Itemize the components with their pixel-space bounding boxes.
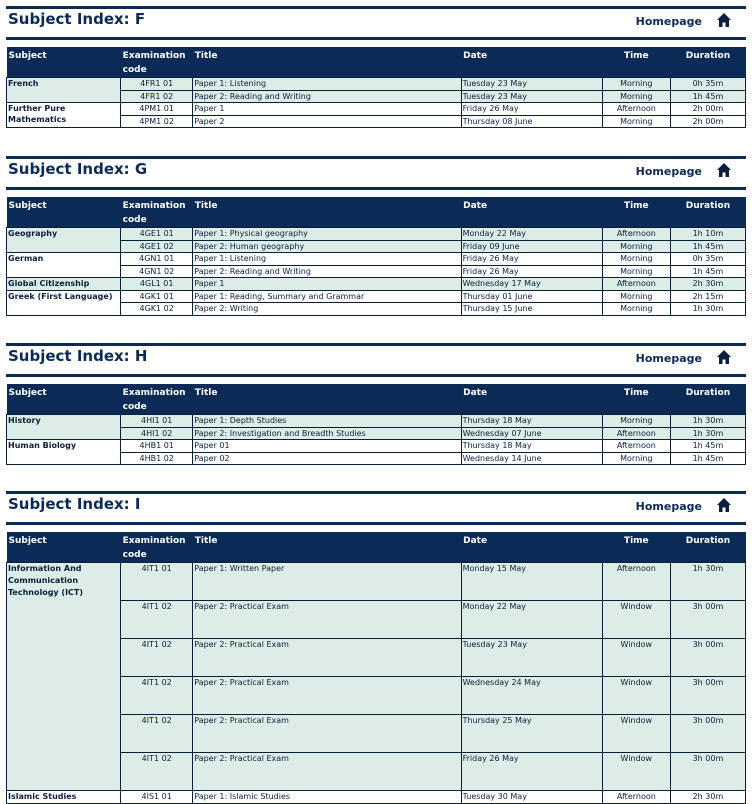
time-cell: Afternoon [602, 103, 670, 116]
duration-cell: 1h 45m [670, 90, 745, 103]
title-cell: Paper 2: Reading and Writing [193, 90, 461, 103]
section-title: Subject Index: I [8, 495, 141, 513]
duration-cell: 1h 30m [670, 415, 745, 428]
date-cell: Wednesday 07 June [461, 427, 602, 440]
title-cell: Paper 2: Reading and Writing [193, 265, 461, 278]
title-cell: Paper 2: Practical Exam [193, 715, 461, 753]
date-cell: Tuesday 23 May [461, 90, 602, 103]
code-cell: 4PM1 02 [121, 115, 193, 128]
col-duration: Duration [670, 384, 745, 415]
title-cell: Paper 2: Human geography [193, 240, 461, 253]
duration-cell: 0h 35m [670, 253, 745, 266]
code-cell: 4HB1 01 [121, 440, 193, 453]
table-row [7, 278, 746, 291]
date-cell: Thursday 15 June [461, 303, 602, 316]
date-cell: Thursday 18 May [461, 415, 602, 428]
section-g [6, 156, 746, 316]
date-cell: Thursday 01 June [461, 290, 602, 303]
section-header [6, 343, 746, 377]
title-cell: Paper 1 [193, 278, 461, 291]
time-cell: Morning [602, 303, 670, 316]
col-time: Time [602, 384, 670, 415]
duration-cell: 3h 00m [670, 753, 745, 791]
time-cell: Morning [602, 265, 670, 278]
section-title: Subject Index: G [8, 160, 148, 178]
time-cell: Morning [602, 290, 670, 303]
duration-cell: 2h 00m [670, 115, 745, 128]
homepage-link[interactable]: Homepage [635, 165, 702, 178]
duration-cell: 1h 30m [670, 563, 745, 601]
code-cell: 4GK1 01 [121, 290, 193, 303]
title-cell: Paper 2: Investigation and Breadth Studies [193, 427, 461, 440]
col-subject: Subject [7, 384, 121, 415]
time-cell: Afternoon [602, 791, 670, 804]
subject-cell: German [7, 253, 121, 278]
time-cell: Afternoon [602, 563, 670, 601]
time-cell: Window [602, 601, 670, 639]
time-cell: Morning [602, 240, 670, 253]
homepage-link[interactable]: Homepage [635, 352, 702, 365]
col-code-line1: Examination [122, 388, 186, 398]
subject-cell: Global Citizenship [7, 278, 121, 291]
time-cell: Afternoon [602, 228, 670, 241]
col-time: Time [602, 47, 670, 78]
code-cell: 4GK1 02 [121, 303, 193, 316]
code-cell: 4HI1 01 [121, 415, 193, 428]
table-row [7, 563, 746, 601]
date-cell: Thursday 08 June [461, 115, 602, 128]
title-cell: Paper 1: Written Paper [193, 563, 461, 601]
subject-cell: Islamic Studies [7, 791, 121, 804]
home-icon[interactable] [716, 12, 732, 28]
section-h [6, 343, 746, 465]
duration-cell: 1h 45m [670, 452, 745, 465]
code-cell: 4IT1 02 [121, 753, 193, 791]
col-subject: Subject [7, 197, 121, 228]
time-cell: Afternoon [602, 427, 670, 440]
code-cell: 4IT1 02 [121, 639, 193, 677]
code-cell: 4IT1 01 [121, 563, 193, 601]
subject-cell: Further Pure Mathematics [7, 103, 121, 128]
subject-cell: History [7, 415, 121, 440]
title-cell: Paper 1: Physical geography [193, 228, 461, 241]
code-cell: 4PM1 01 [121, 103, 193, 116]
duration-cell: 2h 15m [670, 290, 745, 303]
col-title: Title [193, 532, 461, 563]
subject-cell: Information And Communication Technology (ICT) [7, 563, 121, 791]
date-cell: Friday 26 May [461, 253, 602, 266]
title-cell: Paper 1: Listening [193, 253, 461, 266]
duration-cell: 2h 30m [670, 791, 745, 804]
code-cell: 4IT1 02 [121, 601, 193, 639]
col-code-line1: Examination [122, 536, 186, 546]
duration-cell: 0h 35m [670, 78, 745, 91]
col-duration: Duration [670, 532, 745, 563]
code-cell: 4HB1 02 [121, 452, 193, 465]
exam-table [6, 197, 746, 316]
duration-cell: 1h 45m [670, 240, 745, 253]
title-cell: Paper 1: Islamic Studies [193, 791, 461, 804]
table-row [7, 415, 746, 428]
title-cell: Paper 2: Practical Exam [193, 677, 461, 715]
section-header [6, 156, 746, 190]
exam-table [6, 532, 746, 804]
title-cell: Paper 2: Writing [193, 303, 461, 316]
col-title: Title [193, 47, 461, 78]
homepage-link[interactable]: Homepage [635, 500, 702, 513]
duration-cell: 1h 10m [670, 228, 745, 241]
date-cell: Tuesday 23 May [461, 639, 602, 677]
title-cell: Paper 02 [193, 452, 461, 465]
col-code [121, 384, 193, 415]
code-cell: 4GN1 02 [121, 265, 193, 278]
time-cell: Afternoon [602, 278, 670, 291]
date-cell: Monday 22 May [461, 601, 602, 639]
table-header-row [7, 384, 746, 415]
date-cell: Tuesday 23 May [461, 78, 602, 91]
code-cell: 4FR1 02 [121, 90, 193, 103]
date-cell: Monday 15 May [461, 563, 602, 601]
col-date: Date [461, 532, 602, 563]
section-header [6, 491, 746, 525]
col-code-line2: code [122, 402, 147, 412]
col-code-line2: code [122, 215, 147, 225]
table-row [7, 228, 746, 241]
title-cell: Paper 2 [193, 115, 461, 128]
col-code [121, 47, 193, 78]
time-cell: Morning [602, 90, 670, 103]
time-cell: Window [602, 753, 670, 791]
table-row [7, 78, 746, 91]
date-cell: Wednesday 14 June [461, 452, 602, 465]
exam-table [6, 384, 746, 465]
duration-cell: 1h 30m [670, 303, 745, 316]
subject-cell: Greek (First Language) [7, 290, 121, 315]
table-header-row [7, 47, 746, 78]
date-cell: Friday 26 May [461, 103, 602, 116]
section-title: Subject Index: F [8, 10, 146, 28]
col-code-line2: code [122, 65, 147, 75]
time-cell: Morning [602, 115, 670, 128]
table-row [7, 253, 746, 266]
time-cell: Morning [602, 78, 670, 91]
title-cell: Paper 2: Practical Exam [193, 639, 461, 677]
title-cell: Paper 2: Practical Exam [193, 753, 461, 791]
subject-cell: Geography [7, 228, 121, 253]
code-cell: 4GE1 01 [121, 228, 193, 241]
section-title: Subject Index: H [8, 347, 148, 365]
date-cell: Thursday 25 May [461, 715, 602, 753]
table-row [7, 290, 746, 303]
col-time: Time [602, 197, 670, 228]
date-cell: Tuesday 30 May [461, 791, 602, 804]
col-code [121, 532, 193, 563]
code-cell: 4GN1 01 [121, 253, 193, 266]
time-cell: Window [602, 715, 670, 753]
duration-cell: 2h 00m [670, 103, 745, 116]
date-cell: Monday 22 May [461, 228, 602, 241]
date-cell: Wednesday 24 May [461, 677, 602, 715]
time-cell: Afternoon [602, 440, 670, 453]
homepage-link[interactable]: Homepage [635, 15, 702, 28]
home-icon[interactable] [716, 162, 732, 178]
col-time: Time [602, 532, 670, 563]
date-cell: Wednesday 17 May [461, 278, 602, 291]
table-row [7, 103, 746, 116]
code-cell: 4IS1 01 [121, 791, 193, 804]
code-cell: 4IT1 02 [121, 677, 193, 715]
exam-table [6, 47, 746, 128]
home-icon[interactable] [716, 349, 732, 365]
duration-cell: 3h 00m [670, 639, 745, 677]
col-subject: Subject [7, 47, 121, 78]
duration-cell: 3h 00m [670, 715, 745, 753]
title-cell: Paper 01 [193, 440, 461, 453]
col-title: Title [193, 197, 461, 228]
time-cell: Morning [602, 415, 670, 428]
home-icon[interactable] [716, 497, 732, 513]
duration-cell: 3h 00m [670, 601, 745, 639]
title-cell: Paper 1: Depth Studies [193, 415, 461, 428]
subject-cell: Human Biology [7, 440, 121, 465]
title-cell: Paper 1 [193, 103, 461, 116]
col-code-line2: code [122, 550, 147, 560]
duration-cell: 1h 30m [670, 427, 745, 440]
title-cell: Paper 1: Reading, Summary and Grammar [193, 290, 461, 303]
time-cell: Window [602, 639, 670, 677]
code-cell: 4GE1 02 [121, 240, 193, 253]
section-f [6, 6, 746, 128]
duration-cell: 1h 45m [670, 440, 745, 453]
col-title: Title [193, 384, 461, 415]
col-code [121, 197, 193, 228]
section-i [6, 491, 746, 804]
col-duration: Duration [670, 47, 745, 78]
table-header-row [7, 532, 746, 563]
col-duration: Duration [670, 197, 745, 228]
col-date: Date [461, 197, 602, 228]
code-cell: 4HI1 02 [121, 427, 193, 440]
title-cell: Paper 2: Practical Exam [193, 601, 461, 639]
duration-cell: 1h 45m [670, 265, 745, 278]
table-row [7, 791, 746, 804]
col-date: Date [461, 47, 602, 78]
col-code-line1: Examination [122, 201, 186, 211]
code-cell: 4IT1 02 [121, 715, 193, 753]
subject-cell: French [7, 78, 121, 103]
table-row [7, 440, 746, 453]
date-cell: Thursday 18 May [461, 440, 602, 453]
section-header [6, 6, 746, 40]
title-cell: Paper 1: Listening [193, 78, 461, 91]
date-cell: Friday 09 June [461, 240, 602, 253]
code-cell: 4FR1 01 [121, 78, 193, 91]
time-cell: Window [602, 677, 670, 715]
time-cell: Morning [602, 452, 670, 465]
date-cell: Friday 26 May [461, 753, 602, 791]
code-cell: 4GL1 01 [121, 278, 193, 291]
col-subject: Subject [7, 532, 121, 563]
date-cell: Friday 26 May [461, 265, 602, 278]
time-cell: Morning [602, 253, 670, 266]
col-code-line1: Examination [122, 51, 186, 61]
table-header-row [7, 197, 746, 228]
col-date: Date [461, 384, 602, 415]
duration-cell: 2h 30m [670, 278, 745, 291]
duration-cell: 3h 00m [670, 677, 745, 715]
